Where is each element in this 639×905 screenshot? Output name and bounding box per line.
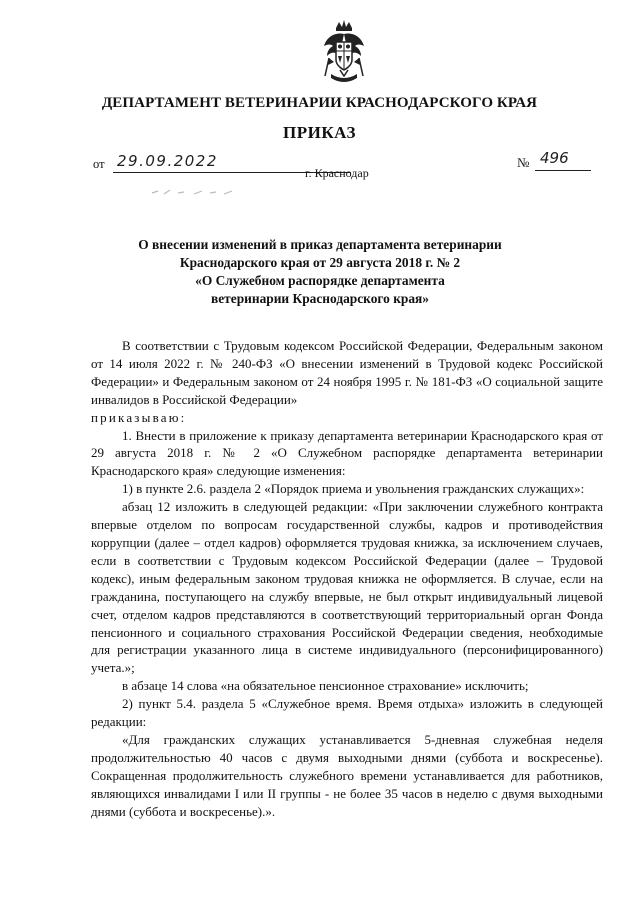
number-underline — [535, 170, 591, 171]
date-prefix: от — [93, 157, 105, 171]
paragraph-12-text: абзац 12 изложить в следующей редакции: «При заключении служебного контракта впервые отделом по вопросам государственной службы, кадров и противодействия коррупции (далее – отдел кадров) оформляется трудовая книжка, за исключением случаев, если в соответствии с Трудовым кодексом Российской Федерации (далее – Трудовой кодекс), иным федеральным законом трудовая книжка не оформляется. В случае, если на гражданина, поступающего на службу впервые, не был открыт индивидуальный лицевой счет, отделом кадров представляются в соответствующий территориальный орган Фонда пенсионного и социального страхования Российской Федерации сведения, необходимые для регистрации указанного лица в системе индивидуального (персонифицированного) учета.»; — [91, 499, 603, 676]
number-prefix: № — [517, 155, 530, 170]
intro-paragraph: В соответствии с Трудовым кодексом Российской Федерации, Федеральным законом от 14 июля 2022 г. № 240-ФЗ «О внесении изменений в Трудовой кодекс Российской Федерации» и Федеральным законом от 24 ноября 1995 г. № 181-ФЗ «О социальной защите инвалидов в Российской Федерации» — [91, 338, 603, 407]
city-label: г. Краснодар — [305, 166, 369, 180]
subject-line: «О Служебном распорядке департамента — [195, 273, 445, 288]
date-number-row — [93, 149, 603, 180]
subject-line: ветеринарии Краснодарского края» — [211, 291, 429, 306]
date-value: 29.09.2022 — [117, 152, 218, 170]
quote-paragraph: «Для гражданских служащих устанавливается 5-дневная служебная неделя продолжительностью 40 часов с двумя выходными днями (суббота и воскресенье). Сокращенная продолжительность служебного времени устанавливается для работников, являющихся инвалидами I или II группы - не более 35 часов в неделю с двумя выходными днями (суббота и воскресенье).». — [91, 731, 603, 819]
order-subject — [120, 236, 520, 308]
paragraph-14-text: в абзаце 14 слова «на обязательное пенсионное страхование» исключить; — [122, 678, 529, 694]
document-type-title: ПРИКАЗ — [283, 123, 356, 142]
number-value: 496 — [540, 149, 569, 167]
subitem-1-paragraph: 1) в пункте 2.6. раздела 2 «Порядок приема и увольнения гражданских служащих»: — [122, 481, 585, 497]
orders-word-line — [91, 409, 603, 427]
subject-line: О внесении изменений в приказ департамента ветеринарии — [138, 237, 502, 252]
orders-word: приказываю: — [91, 409, 187, 425]
item-1-paragraph: 1. Внести в приложение к приказу департамента ветеринарии Краснодарского края от 29 августа 2018 г. № 2 «О Служебном распорядке департамента ветеринарии Краснодарского края» следующие изменения: — [91, 427, 603, 479]
subject-line: Краснодарского края от 29 августа 2018 г. № 2 — [179, 255, 461, 270]
order-body — [91, 337, 603, 820]
department-name: ДЕПАРТАМЕНТ ВЕТЕРИНАРИИ КРАСНОДАРСКОГО КРАЯ — [101, 95, 538, 111]
subitem-2-paragraph: 2) пункт 5.4. раздела 5 «Служебное время. Время отдыха» изложить в следующей редакции: — [91, 696, 603, 730]
faint-stamp-mark — [150, 185, 240, 199]
coat-of-arms-icon — [321, 18, 367, 84]
